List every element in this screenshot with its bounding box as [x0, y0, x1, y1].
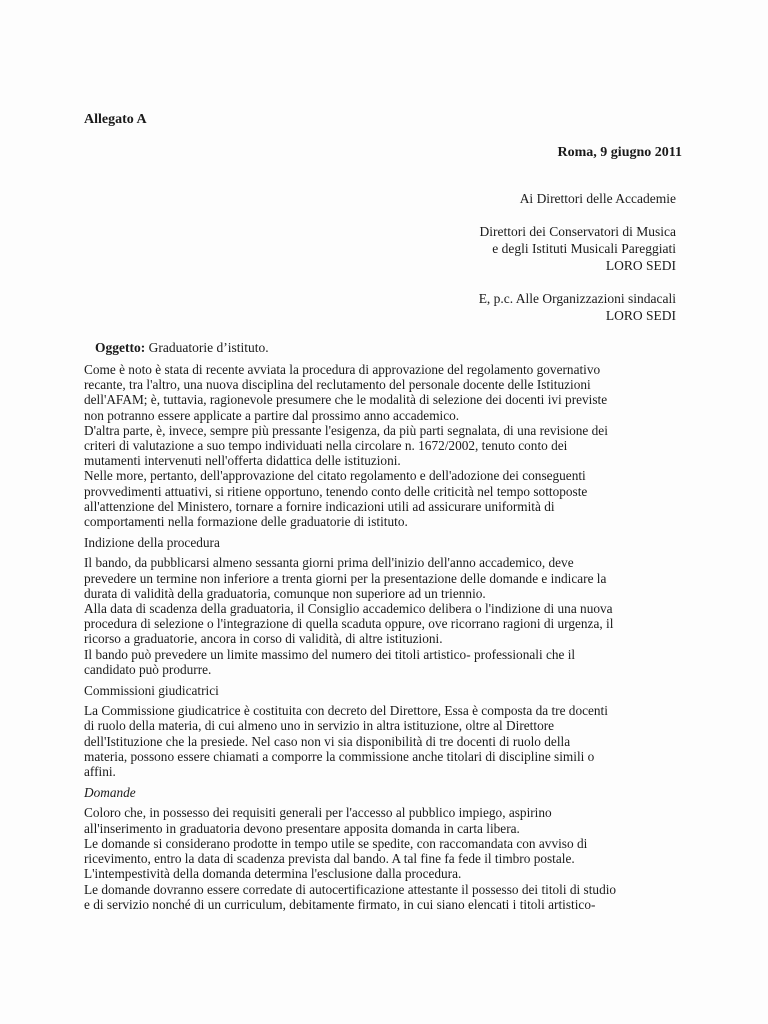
- text-line: ricevimento, entro la data di scadenza prevista dal bando. A tal fine fa fede il timbro postale.: [84, 851, 575, 867]
- addressee-line: e degli Istituti Musicali Pareggiati: [492, 241, 676, 256]
- text-line: e di servizio nonché di un curriculum, debitamente firmato, in cui siano elencati i titoli artistico-: [84, 896, 596, 912]
- subject-line: [95, 340, 269, 356]
- text-line: non potranno essere applicate a partire dal prossimo anno accademico.: [84, 407, 460, 423]
- text-line: candidato può produrre.: [84, 661, 212, 677]
- section-heading: Commissioni giudicatrici: [84, 683, 219, 699]
- letter-body: [84, 362, 684, 912]
- addressee-line: Direttori dei Conservatori di Musica: [479, 224, 676, 239]
- attachment-label: Allegato A: [84, 112, 147, 127]
- addressee-group: [316, 223, 676, 274]
- text-line: affini.: [84, 764, 116, 780]
- addressee-line: LORO SEDI: [605, 308, 676, 323]
- text-line: prevedere un termine non inferiore a trenta giorni per la presentazione delle domande e indicare la: [84, 570, 607, 586]
- text-line: di ruolo della materia, di cui almeno uno in servizio in altra istituzione, oltre al Direttore: [84, 718, 555, 734]
- addressee-group: [316, 290, 676, 324]
- text-line: L'intempestività della domanda determina l'esclusione dalla procedura.: [84, 866, 462, 882]
- text-line: Il bando, da pubblicarsi almeno sessanta giorni prima dell'inizio dell'anno accademico, deve: [84, 555, 574, 571]
- text-line: dell'AFAM; è, tuttavia, ragionevole presumere che le modalità di selezione dei docenti ivi previste: [84, 392, 608, 408]
- section-heading: Domande: [84, 785, 136, 801]
- addressee-line: E, p.c. Alle Organizzazioni sindacali: [478, 291, 676, 306]
- addressee-group: [316, 190, 676, 207]
- text-line: Le domande si considerano prodotte in tempo utile se spedite, con raccomandata con avviso di: [84, 835, 588, 851]
- text-line: Coloro che, in possesso dei requisiti generali per l'accesso al pubblico impiego, aspirino: [84, 805, 552, 821]
- text-line: comportamenti nella formazione delle graduatorie di istituto.: [84, 514, 408, 530]
- text-line: recante, tra l'altro, una nuova disciplina del reclutamento del personale docente delle Istituzioni: [84, 377, 591, 393]
- addressees-block: [316, 190, 676, 340]
- addressee-line: Ai Direttori delle Accademie: [519, 191, 676, 206]
- text-line: Il bando può prevedere un limite massimo del numero dei titoli artistico- professionali che il: [84, 646, 576, 662]
- text-line: procedura di selezione o l'integrazione di quella scaduta oppure, ove ricorrano ragioni di urgenza, il: [84, 616, 614, 632]
- text-line: materia, possono essere chiamati a comporre la commissione anche titolari di discipline simili o: [84, 748, 595, 764]
- section-domande: [84, 785, 684, 912]
- text-line: ricorso a graduatorie, ancora in corso di validità, di altre istituzioni.: [84, 631, 443, 647]
- text-line: all'inserimento in graduatoria devono presentare apposita domanda in carta libera.: [84, 820, 520, 836]
- text-line: mutamenti intervenuti nell'offerta didattica delle istituzioni.: [84, 453, 401, 469]
- subject-label: Oggetto:: [95, 340, 146, 355]
- text-line: La Commissione giudicatrice è costituita con decreto del Direttore, Essa è composta da tre docenti: [84, 703, 608, 719]
- intro-paragraph: [84, 362, 684, 529]
- subject-text: Graduatorie d’istituto.: [148, 340, 269, 355]
- section-commissioni: [84, 683, 684, 779]
- text-line: criteri di valutazione a suo tempo individuati nella circolare n. 1672/2002, tenuto conto dei: [84, 438, 568, 454]
- section-heading: Indizione della procedura: [84, 535, 220, 551]
- text-line: durata di validità della graduatoria, comunque non superiore ad un triennio.: [84, 585, 486, 601]
- place-date: Roma, 9 giugno 2011: [557, 145, 682, 160]
- text-line: Come è noto è stata di recente avviata la procedura di approvazione del regolamento governativo: [84, 362, 601, 377]
- text-line: dell'Istituzione che la presiede. Nel caso non vi sia disponibilità di tre docenti di ruolo della: [84, 733, 571, 749]
- text-line: Nelle more, pertanto, dell'approvazione del citato regolamento e dell'adozione dei conseguenti: [84, 468, 586, 484]
- text-line: provvedimenti attuativi, si ritiene opportuno, tenendo conto delle criticità nel tempo sottoposte: [84, 483, 588, 499]
- text-line: Alla data di scadenza della graduatoria, il Consiglio accademico delibera o l'indizione di una nuova: [84, 601, 613, 617]
- section-indizione: [84, 535, 684, 677]
- addressee-line: LORO SEDI: [605, 258, 676, 273]
- text-line: Le domande dovranno essere corredate di autocertificazione attestante il possesso dei titoli di studio: [84, 881, 617, 897]
- text-line: all'attenzione del Ministero, tornare a fornire indicazioni utili ad assicurare uniformità di: [84, 498, 555, 514]
- text-line: D'altra parte, è, invece, sempre più pressante l'esigenza, da più parti segnalata, di una revisione dei: [84, 422, 608, 438]
